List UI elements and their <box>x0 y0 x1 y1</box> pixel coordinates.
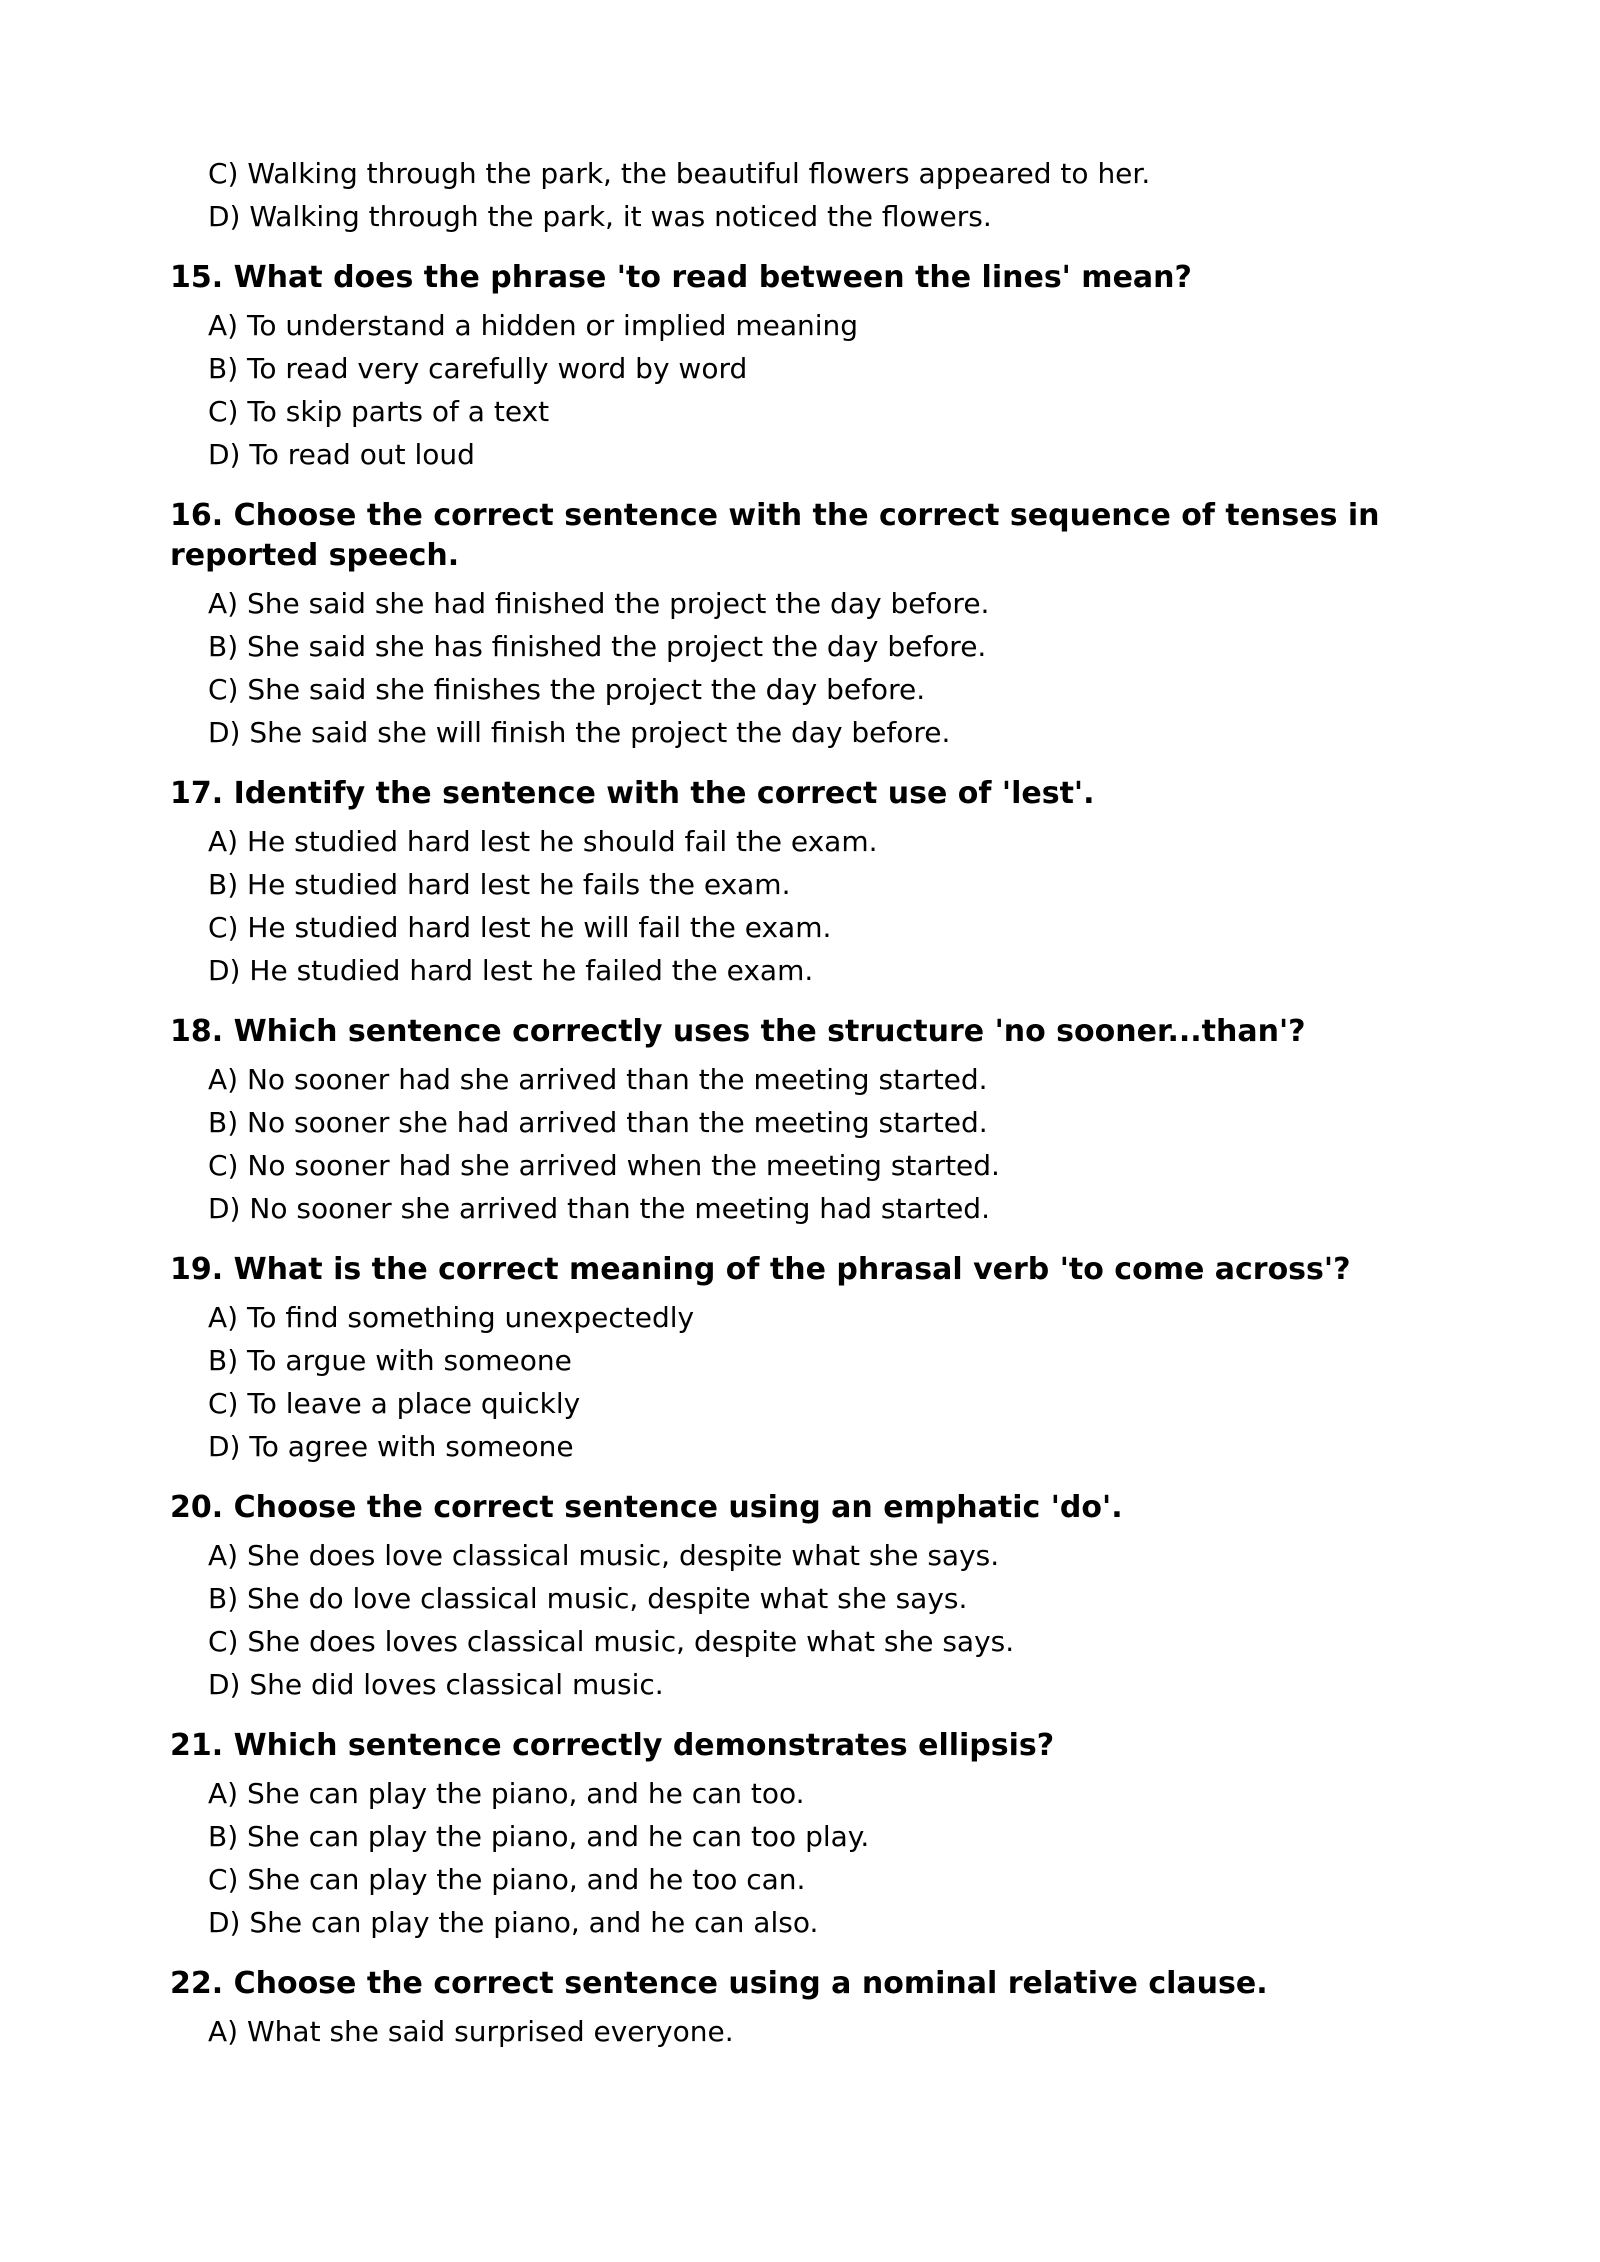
question-17 <box>170 774 1420 992</box>
option-b: B) To argue with someone <box>208 1344 572 1377</box>
question-22 <box>170 1964 1420 2053</box>
question-text: 18. Which sentence correctly uses the structure 'no sooner...than'? <box>170 1014 1306 1049</box>
option-a: A) To understand a hidden or implied meaning <box>208 309 859 342</box>
option-list <box>170 1772 1420 1944</box>
option-d: D) To agree with someone <box>208 1430 574 1463</box>
option-a: A) To find something unexpectedly <box>208 1301 695 1334</box>
option-c: C) He studied hard lest he will fail the exam. <box>208 911 832 944</box>
option-list <box>170 582 1420 754</box>
option-c: C) She said she finishes the project the day before. <box>208 673 926 706</box>
option-d: D) She said she will finish the project the day before. <box>208 716 951 749</box>
option-a: A) She can play the piano, and he can too. <box>208 1777 805 1810</box>
quiz-content <box>170 152 1420 2053</box>
option-b: B) No sooner she had arrived than the meeting started. <box>208 1106 988 1139</box>
option-c: C) She can play the piano, and he too can. <box>208 1863 806 1896</box>
question-text: 17. Identify the sentence with the correct use of 'lest'. <box>170 776 1095 811</box>
option-a: A) He studied hard lest he should fail the exam. <box>208 825 878 858</box>
option-b: B) She said she has finished the project the day before. <box>208 630 987 663</box>
option-b: B) She do love classical music, despite what she says. <box>208 1582 968 1615</box>
option-c: C) She does loves classical music, despite what she says. <box>208 1625 1015 1658</box>
option-d: D) To read out loud <box>208 438 475 471</box>
option-a: A) She said she had finished the project the day before. <box>208 587 990 620</box>
question-14-continuation <box>170 152 1420 238</box>
question-21 <box>170 1726 1420 1944</box>
question-16 <box>170 496 1420 754</box>
option-a: A) No sooner had she arrived than the meeting started. <box>208 1063 988 1096</box>
option-list <box>170 2010 1420 2053</box>
question-text: 20. Choose the correct sentence using an emphatic 'do'. <box>170 1490 1123 1525</box>
question-20 <box>170 1488 1420 1706</box>
option-c: C) To leave a place quickly <box>208 1387 581 1420</box>
option-b: B) He studied hard lest he fails the exam. <box>208 868 791 901</box>
option-list <box>170 1534 1420 1706</box>
option-d: D) She did loves classical music. <box>208 1668 664 1701</box>
option-c: C) No sooner had she arrived when the meeting started. <box>208 1149 1000 1182</box>
option-c: C) Walking through the park, the beautiful flowers appeared to her. <box>208 157 1151 190</box>
question-15 <box>170 258 1420 476</box>
question-19 <box>170 1250 1420 1468</box>
option-b: B) She can play the piano, and he can too play. <box>208 1820 870 1853</box>
option-d: D) Walking through the park, it was noticed the flowers. <box>208 200 992 233</box>
option-b: B) To read very carefully word by word <box>208 352 748 385</box>
question-text: 19. What is the correct meaning of the phrasal verb 'to come across'? <box>170 1252 1351 1287</box>
option-a: A) What she said surprised everyone. <box>208 2015 734 2048</box>
question-18 <box>170 1012 1420 1230</box>
option-list <box>170 820 1420 992</box>
option-d: D) No sooner she arrived than the meeting had started. <box>208 1192 990 1225</box>
option-list <box>170 152 1420 238</box>
option-list <box>170 304 1420 476</box>
option-list <box>170 1058 1420 1230</box>
question-text: 22. Choose the correct sentence using a nominal relative clause. <box>170 1966 1268 2001</box>
option-list <box>170 1296 1420 1468</box>
question-text: 21. Which sentence correctly demonstrates ellipsis? <box>170 1728 1055 1763</box>
option-a: A) She does love classical music, despite what she says. <box>208 1539 1000 1572</box>
question-text: 16. Choose the correct sentence with the correct sequence of tenses in reported speech. <box>170 498 1380 573</box>
option-d: D) He studied hard lest he failed the exam. <box>208 954 814 987</box>
option-d: D) She can play the piano, and he can also. <box>208 1906 819 1939</box>
question-text: 15. What does the phrase 'to read between the lines' mean? <box>170 260 1192 295</box>
option-c: C) To skip parts of a text <box>208 395 550 428</box>
